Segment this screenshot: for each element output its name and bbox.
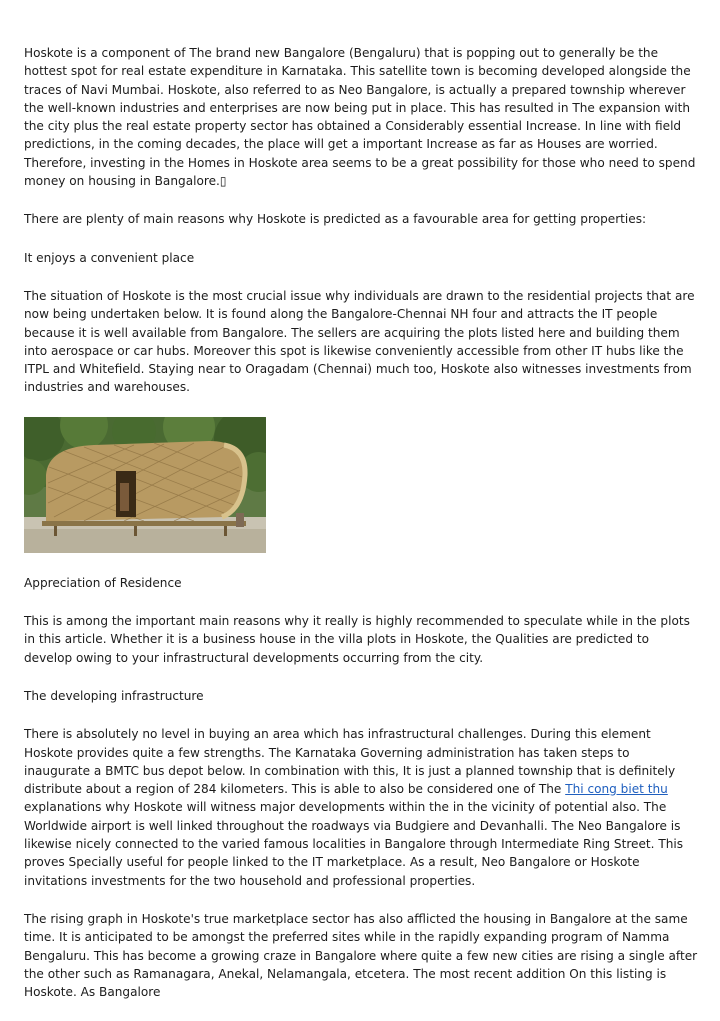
infrastructure-text-after: explanations why Hoskote will witness major developments within the in the vicinity of potential also. The Worldwide airport is well linked throughout the roadways via Budgiere and Devanhalli. The Neo Bangalore is likewise nicely connected to the varied famous localities in Bangalore through Intermediate Ring Street. This proves Specially useful for people linked to the IT marketplace. As a result, Neo Bangalore or Hoskote invitations investments for the two household and professional properties.: [24, 800, 684, 888]
location-paragraph: The situation of Hoskote is the most crucial issue why individuals are drawn to the residential projects that are now being undertaken below. It is found along the Bangalore-Chennai NH four and attracts the IT people because it is well available from Bangalore. The sellers are acquiring the plots listed here and building them into aerospace or car hubs. Moreover this spot is likewise conveniently accessible from other IT hubs like the ITPL and Whitefield. Staying near to Oragadam (Chennai) much too, Hoskote also witnesses investments from industries and warehouses.: [24, 288, 695, 395]
section-heading-infrastructure: The developing infrastructure: [24, 688, 204, 703]
reasons-intro-paragraph: There are plenty of main reasons why Hoskote is predicted as a favourable area for getting properties:: [24, 212, 647, 227]
section-heading-location: It enjoys a convenient place: [24, 250, 195, 265]
intro-text: Hoskote is a component of The brand new Bangalore (Bengaluru) that is popping out to generally be the hottest spot for real estate expenditure in Karnataka. This satellite town is becoming developed alongside the traces of Navi Mumbai. Hoskote, also referred to as Neo Bangalore, is actually a prepared township wherever the well-known industries and enterprises are now being put in place. This has resulted in The expansion with the city plus the real estate property sector has obtained a Considerably essential Increase. In line with field predictions, in the coming decades, the place will get a important Increase as far as Houses are worried. Therefore, investing in the Homes in Hoskote area seems to be a great possibility for those who need to spend money on housing in Bangalore.: [24, 46, 696, 189]
article-body: [24, 44, 698, 1021]
infrastructure-text-before: There is absolutely no level in buying an area which has infrastructural challenges. During this element Hoskote provides quite a few strengths. The Karnataka Governing administration has taken steps to inaugurate a BMTC bus depot below. In combination with this, It is just a planned township that is definitely distribute about a region of 284 kilometers. This is able to also be considered one of The: [24, 727, 676, 797]
missing-glyph: ▯: [219, 174, 227, 189]
infrastructure-paragraph: [24, 725, 698, 890]
thi-cong-biet-thu-link[interactable]: Thi cong biet thu: [565, 782, 668, 797]
section-heading-appreciation: Appreciation of Residence: [24, 575, 182, 590]
appreciation-paragraph: This is among the important main reasons why it really is highly recommended to speculate while in the plots in this article. Whether it is a business house in the villa plots in Hoskote, the Qualities are predicted to develop owing to your infrastructural developments occurring from the city.: [24, 614, 690, 665]
intro-paragraph: [24, 44, 698, 190]
market-paragraph: The rising graph in Hoskote's true marketplace sector has also afflicted the housing in Bangalore at the same time. It is anticipated to be amongst the preferred sites while in the rapidly expanding program of Namma Bengaluru. This has become a growing craze in Bangalore where quite a few new cities are rising a single after the other such as Ramanagara, Anekal, Nelamangala, etcetera. The most recent addition On this listing is Hoskote. As Bangalore: [24, 911, 698, 1000]
bamboo-cabin-photo: [24, 417, 266, 553]
